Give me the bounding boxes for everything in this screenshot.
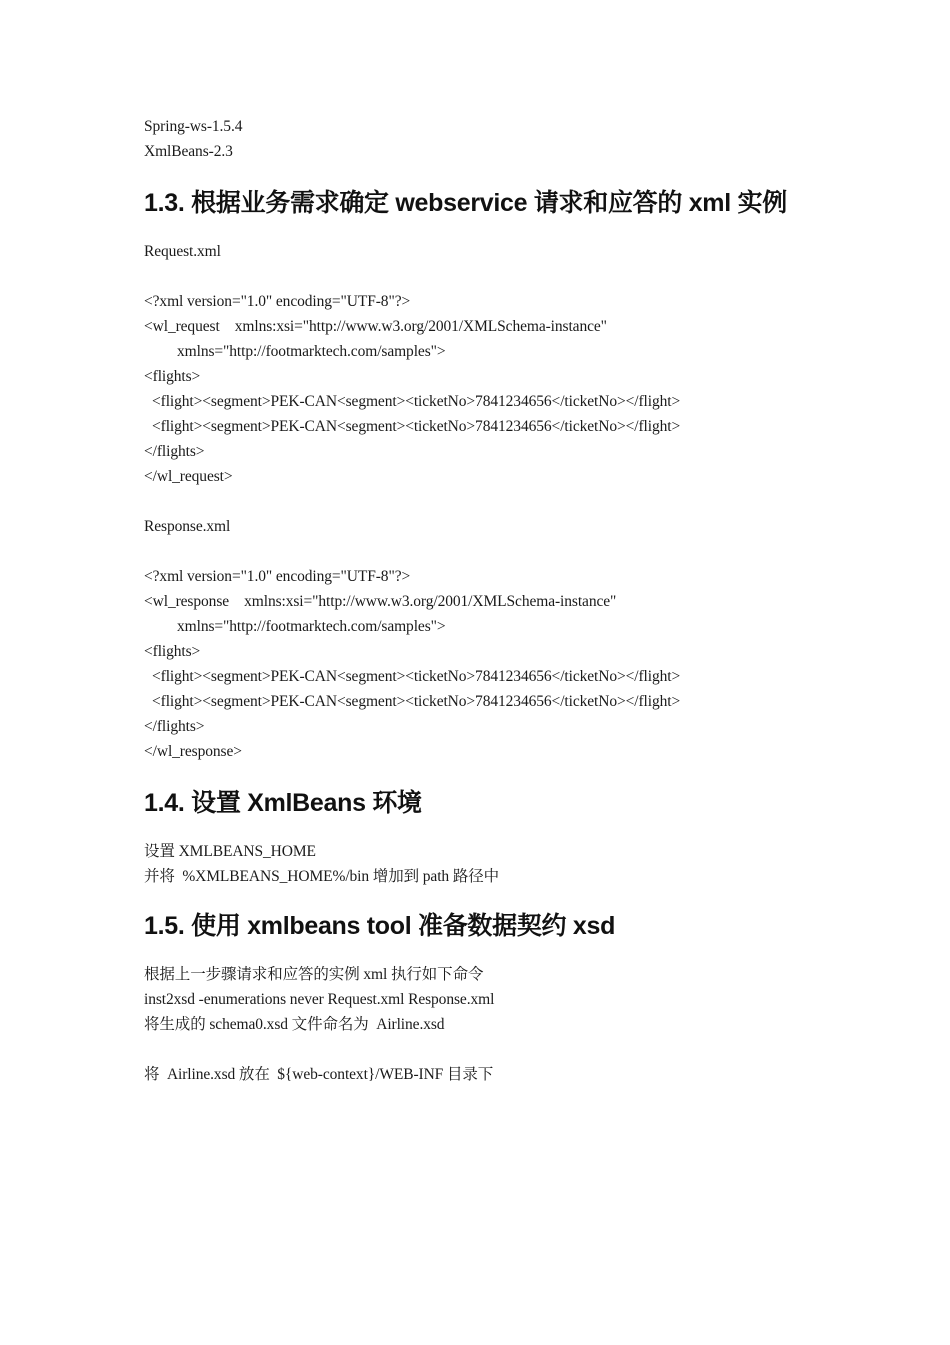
code-line: </flights> <box>144 443 205 460</box>
code-line: xmlns="http://footmarktech.com/samples"> <box>177 343 446 360</box>
code-line: <flight><segment>PEK-CAN<segment><ticketNo>7841234656</ticketNo></flight> <box>152 418 681 435</box>
code-line: <flight><segment>PEK-CAN<segment><ticketNo>7841234656</ticketNo></flight> <box>152 393 681 410</box>
code-line: <flight><segment>PEK-CAN<segment><ticketNo>7841234656</ticketNo></flight> <box>152 693 681 710</box>
response-xml-block <box>144 564 844 764</box>
command-line: inst2xsd -enumerations never Request.xml Response.xml <box>144 991 495 1008</box>
paragraph-line: 根据上一步骤请求和应答的实例 xml 执行如下命令 <box>144 966 484 983</box>
request-file-label: Request.xml <box>144 243 221 260</box>
code-line: <?xml version="1.0" encoding="UTF-8"?> <box>144 293 411 310</box>
code-line: </wl_request> <box>144 468 233 485</box>
code-line: <wl_request xmlns:xsi="http://www.w3.org/2001/XMLSchema-instance" <box>144 318 607 335</box>
code-line: <flight><segment>PEK-CAN<segment><ticketNo>7841234656</ticketNo></flight> <box>152 668 681 685</box>
code-line: xmlns="http://footmarktech.com/samples"> <box>177 618 446 635</box>
section-heading-1-3: 1.3. 根据业务需求确定 webservice 请求和应答的 xml 实例 <box>144 189 787 217</box>
paragraph-line: 并将 %XMLBEANS_HOME%/bin 增加到 path 路径中 <box>144 868 500 885</box>
section-heading-1-4: 1.4. 设置 XmlBeans 环境 <box>144 789 422 817</box>
code-line: </flights> <box>144 718 205 735</box>
code-line: </wl_response> <box>144 743 242 760</box>
section-heading-1-5: 1.5. 使用 xmlbeans tool 准备数据契约 xsd <box>144 912 616 940</box>
code-line: <?xml version="1.0" encoding="UTF-8"?> <box>144 568 411 585</box>
version-xmlbeans: XmlBeans-2.3 <box>144 143 233 160</box>
paragraph-line: 将 Airline.xsd 放在 ${web-context}/WEB-INF 目录下 <box>144 1066 494 1083</box>
request-xml-block <box>144 289 844 489</box>
paragraph-line: 将生成的 schema0.xsd 文件命名为 Airline.xsd <box>144 1016 445 1033</box>
code-line: <flights> <box>144 368 201 385</box>
response-file-label: Response.xml <box>144 518 231 535</box>
code-line: <flights> <box>144 643 201 660</box>
paragraph-line: 设置 XMLBEANS_HOME <box>144 843 316 860</box>
code-line: <wl_response xmlns:xsi="http://www.w3.org/2001/XMLSchema-instance" <box>144 593 617 610</box>
version-spring-ws: Spring-ws-1.5.4 <box>144 118 243 135</box>
document-page <box>144 114 844 1087</box>
